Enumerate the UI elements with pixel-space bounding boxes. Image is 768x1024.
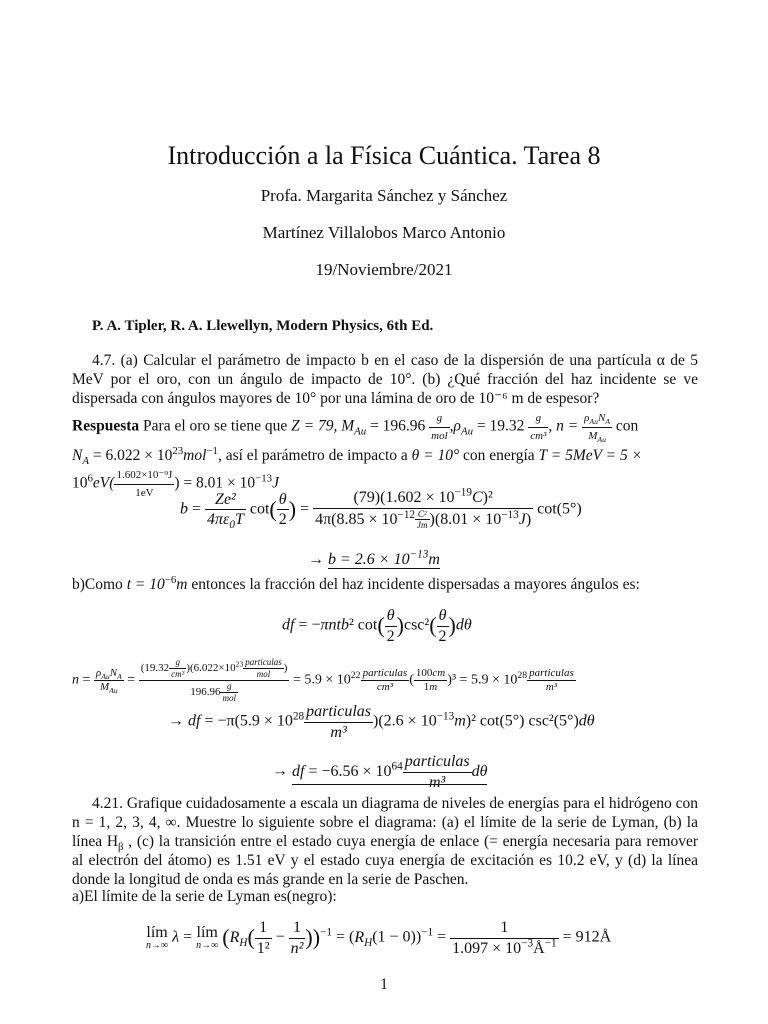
professor-name: Profa. Margarita Sánchez y Sánchez xyxy=(260,186,508,205)
problem-4-21-statement: 4.21. Grafique cuidadosamente a escala un diagrama de niveles de energías para el hidrógeno con n = 1, 2, 3, 4, ∞. Muestre lo siguiente sobre el diagrama: (a) el límite de la serie de Lyman, (b) la línea $H_\beta$ , (c) la transición entre el estado cuya energía de enlace (= energía necesaria para remover al electrón del átomo) es 1.51 eV y el estado cuya energía de excitación es 10.2 eV, y (d) la línea donde la longitud de onda es más grande en la serie de Paschen. xyxy=(72,795,698,888)
impact-parameter-equation: b = $\frac{\text{Ze²}}{4\pi\varepsilon_0T}$ cot( $\frac{\theta}{2}$ ) = $(79)(1.602 \times 10^{-19}C)^2$ $4\pi(8.85 \times 10^{-12}$ $\frac{\text{C²}}{Jm}$ )$(8.01 \times 10^{-13}J)$ cot(5°) xyxy=(180,486,582,532)
student-name: Martínez Villalobos Marco Antonio xyxy=(262,223,506,242)
part-a-text: a)El límite de la serie de Lyman es(negro): xyxy=(72,888,337,905)
problem-4-7-statement: 4.7. (a) Calcular el parámetro de impacto b en el caso de la dispersión de una partícula α de 5 MeV por el oro, con un ángulo de impacto de 10°. (b) ¿Qué fracción del haz incidente se ve dispersada con ángulos mayores de 10° por una lámina de oro de 10⁻⁶ m de espesor? xyxy=(72,352,698,407)
df-equation: df = −πntb² cot( $\frac{\theta}{2}$ )csc²( $\frac{\theta}{2}$ )dθ xyxy=(282,607,472,645)
n-equation: n = $\frac{\rho_{Au}N_A}{M_{Au}}$ = (19.32 $\frac{g}{\text{cm³}}$ )($6.022\times 10^{23}$ $\frac{\text{particulas}}{\text{mol}}$ ) 196.96 $\frac{g}{\text{mol}}$ = $5.9 \times 10^{22}$ $\frac{\text{particulas}}{\text{cm³}}$ ( $\frac{100cm}{1m}$ )$^3 = 5.9 \times 10^{28}$ $\frac{\text{particulas}}{\text{m³}}$ xyxy=(72,657,574,703)
reference: P. A. Tipler, R. A. Llewellyn, Modern Physics, 6th Ed. xyxy=(92,318,434,334)
part-b-text: b)Como $t = 10^{-6}m$ entonces la fracción del haz incidente dispersadas a mayores ángulos es: xyxy=(72,573,640,593)
lyman-limit-equation: lím n→∞ λ = lím n→∞ ($R_H$( $\frac{1}{\text{1²}}$ − $\frac{1}{\text{n²}}$ ))$^{-1} = (R_H(1 - 0))^{-1}$ = $\frac{1}{1.097 \times 10^{-3}Å^{-1}}$ = 912Å xyxy=(146,919,612,957)
answer-label: Respuesta xyxy=(72,417,140,435)
df-result: → df = $-6.56 \times 10^{64}$ $\frac{\text{particulas}}{\text{m³}}$ dθ xyxy=(272,753,488,791)
date: 19/Noviembre/2021 xyxy=(315,260,453,279)
df-substituted-equation: → df = $-\pi(5.9 \times 10^{28}$ $\frac{\text{particulas}}{\text{m³}}$ )$(2.6 \times 10^{-13}m)^2$ cot(5°) csc²(5°)dθ xyxy=(168,703,595,741)
impact-parameter-result: → $b = 2.6 \times 10^{-13}m$ xyxy=(308,548,440,568)
problem-4-7-answer: Respuesta Para el oro se tiene que Z = 79, $M_{Au} = 196.96$ $\frac{g}{\text{mol}}$ $,\rho_{Au} = 19.32$ $\frac{g}{\text{cm³}}$ , n = $\frac{\rho_{Au}N_A}{M_{Au}}$ con $N_A = 6.022 \times 10^{23}mol^{-1}$, así el parámetro de impacto a θ = 10° con energía T = 5MeV = 5 × $10^6eV$( $\frac{\text{1.602×10⁻⁹J}}{1eV}$ ) = $8.01 \times 10^{-13}J$ xyxy=(72,412,643,499)
page-number: 1 xyxy=(380,976,388,993)
page-title: Introducción a la Física Cuántica. Tarea 8 xyxy=(167,141,601,170)
